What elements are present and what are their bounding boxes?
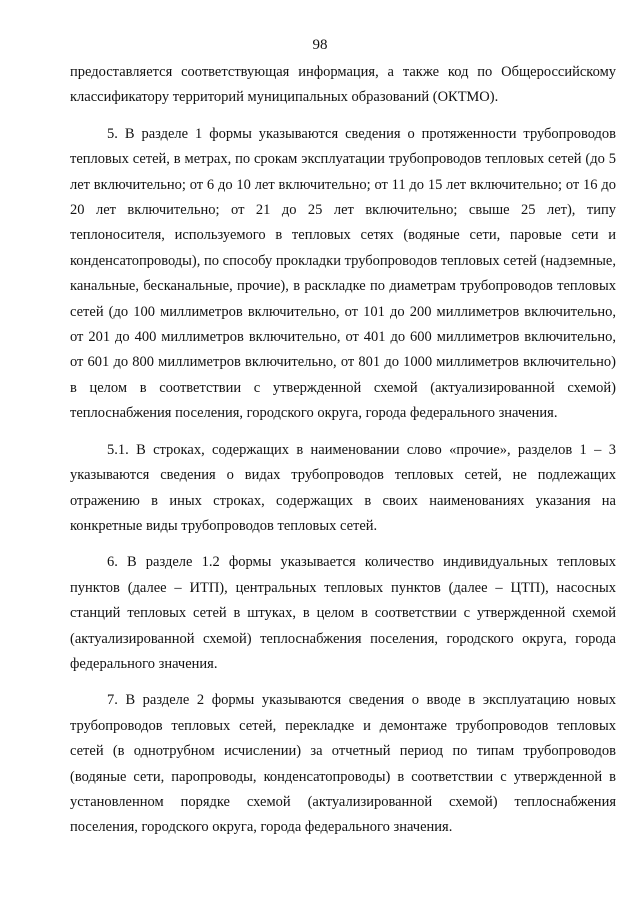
paragraph-item-5: 5. В разделе 1 формы указываются сведения о протяженности трубопроводов тепловых сетей, в метрах, по срокам эксплуатации трубопроводов тепловых сетей (до 5 лет включительно; от 6 до 10 лет включительно; от 11 до 15 лет включительно; от 16 до 20 лет включительно; от 21 до 25 лет включительно; свыше 25 лет), типу теплоносителя, используемого в тепловых сетях (водяные сети, паровые сети и конденсатопроводы), по способу прокладки трубопроводов тепловых сетей (надземные, канальные, бесканальные, прочие), в раскладке по диаметрам трубопроводов тепловых сетей (до 100 миллиметров включительно, от 101 до 200 миллиметров включительно, от 201 до 400 миллиметров включительно, от 401 до 600 миллиметров включительно, от 601 до 800 миллиметров включительно, от 801 до 1000 миллиметров включительно) в целом в соответствии с утвержденной схемой (актуализированной схемой) теплоснабжения поселения, городского округа, города федерального значения. <box>70 125 616 422</box>
document-body <box>70 60 616 841</box>
paragraph-item-6: 6. В разделе 1.2 формы указывается количество индивидуальных тепловых пунктов (далее – ИТП), центральных тепловых пунктов (далее – ЦТП), насосных станций тепловых сетей в штуках, в целом в соответствии с утвержденной схемой (актуализированной схемой) теплоснабжения поселения, городского округа, города федерального значения. <box>70 554 616 672</box>
paragraph-item-7: 7. В разделе 2 формы указываются сведения о вводе в эксплуатацию новых трубопроводов тепловых сетей, перекладке и демонтаже трубопроводов тепловых сетей (в однотрубном исчислении) за отчетный период по типам трубопроводов (водяные сети, паропроводы, конденсатопроводы) в соответствии с утвержденной в установленном порядке схемой (актуализированной схемой) теплоснабжения поселения, городского округа, города федерального значения. <box>70 692 616 836</box>
paragraph-continuation: предоставляется соответствующая информация, а также код по Общероссийскому классификатору территорий муниципальных образований (ОКТМО). <box>70 64 616 106</box>
paragraph-item-5-1: 5.1. В строках, содержащих в наименовании слово «прочие», разделов 1 – 3 указываются сведения о видах трубопроводов тепловых сетей, не подлежащих отражению в иных строках, содержащих в своих наименованиях указания на конкретные виды трубопроводов тепловых сетей. <box>70 441 616 534</box>
page-number: 98 <box>312 37 328 53</box>
